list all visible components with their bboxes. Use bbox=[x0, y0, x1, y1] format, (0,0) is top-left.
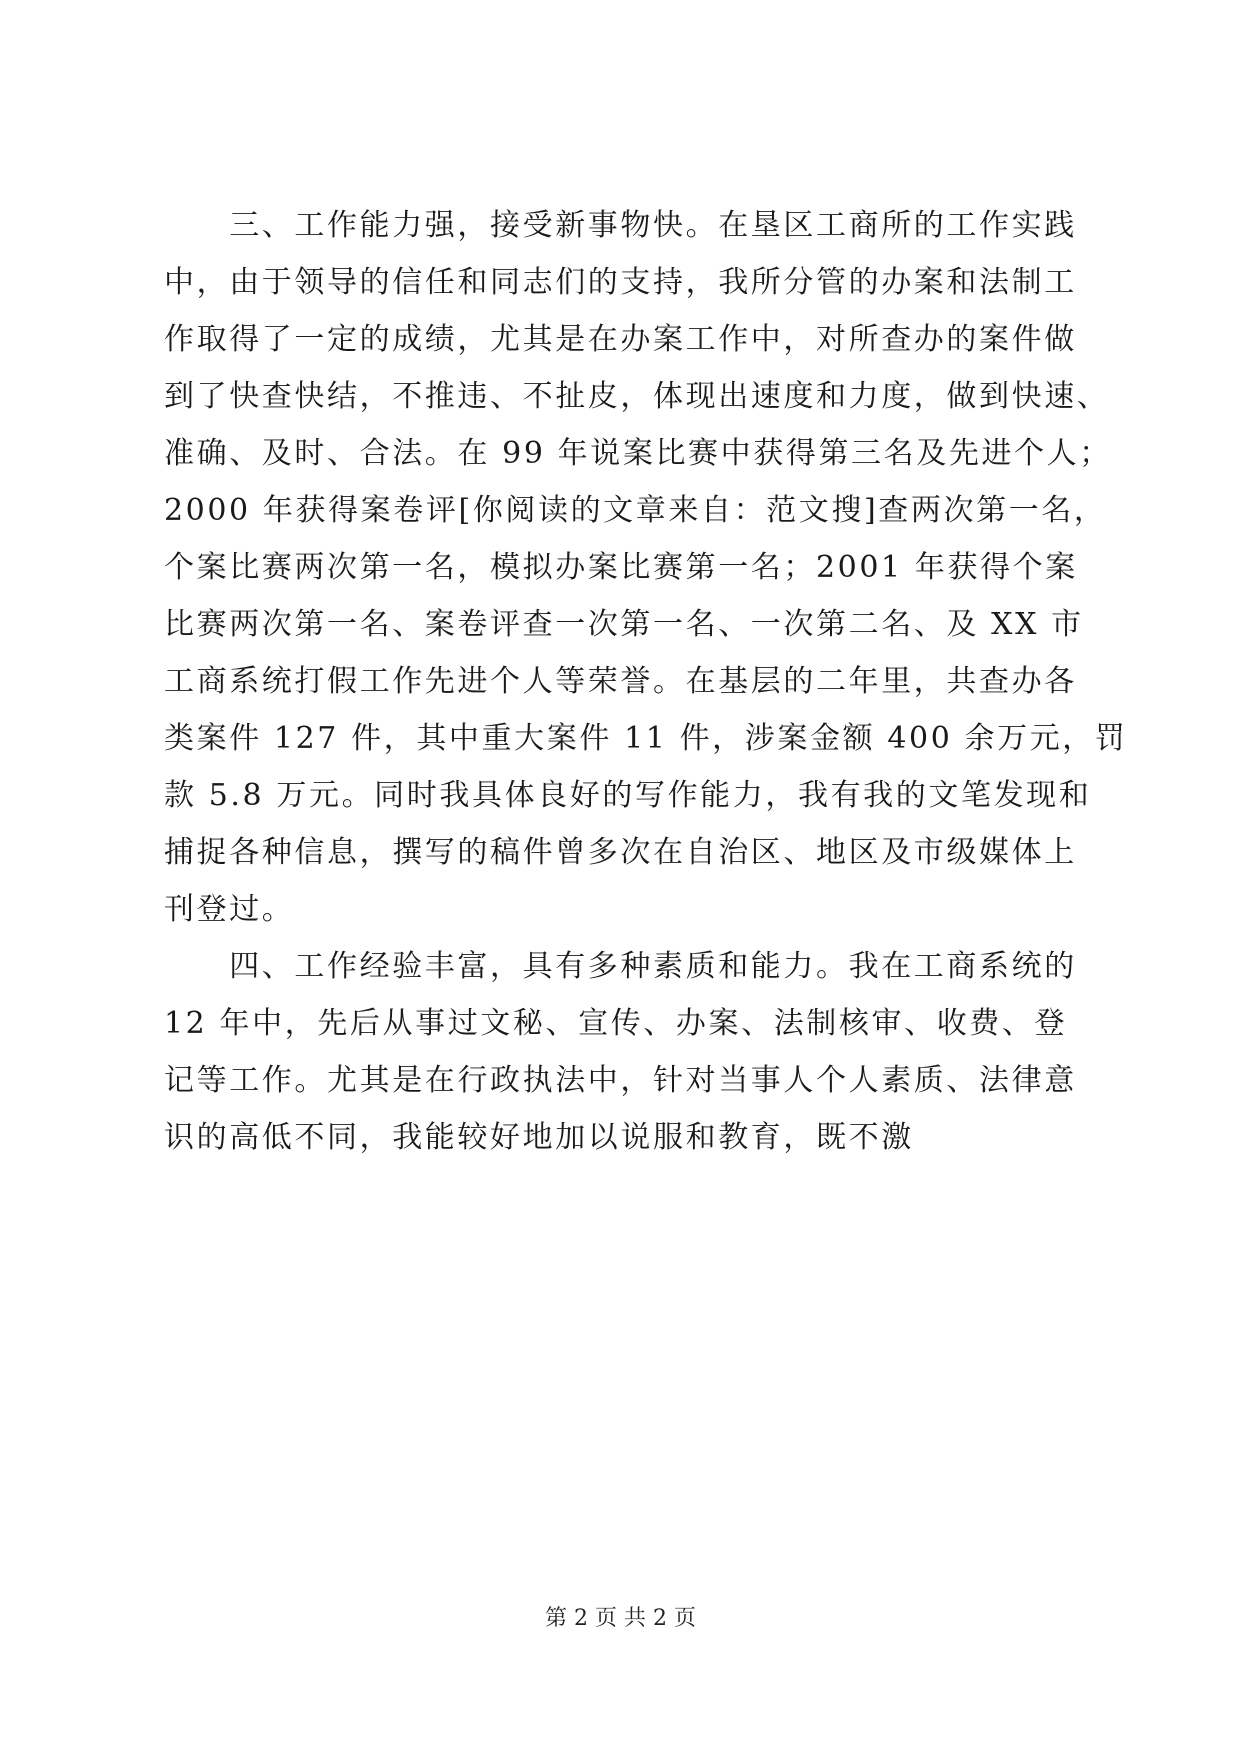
text-line: 作取得了一定的成绩，尤其是在办案工作中，对所查办的案件做 bbox=[164, 322, 1077, 357]
page-number-label: 第 2 页 共 2 页 bbox=[545, 1606, 696, 1631]
text-line: 捕捉各种信息，撰写的稿件曾多次在自治区、地区及市级媒体上 bbox=[164, 835, 1077, 870]
text-line: 四、工作经验丰富，具有多种素质和能力。我在工商系统的 bbox=[164, 949, 1077, 984]
text-line: 准确、及时、合法。在 99 年说案比赛中获得第三名及先进个人； bbox=[164, 436, 1112, 471]
page-footer bbox=[0, 1604, 1241, 1634]
text-line: 类案件 127 件，其中重大案件 11 件，涉案金额 400 余万元，罚 bbox=[164, 721, 1128, 756]
text-line: 个案比赛两次第一名，模拟办案比赛第一名；2001 年获得个案 bbox=[164, 550, 1078, 585]
text-line: 比赛两次第一名、案卷评查一次第一名、一次第二名、及 XX 市 bbox=[164, 607, 1084, 642]
text-line: 记等工作。尤其是在行政执法中，针对当事人个人素质、法律意 bbox=[164, 1063, 1077, 1098]
text-line: 12 年中，先后从事过文秘、宣传、办案、法制核审、收费、登 bbox=[164, 1006, 1068, 1041]
text-line: 到了快查快结，不推违、不扯皮，体现出速度和力度，做到快速、 bbox=[164, 379, 1110, 414]
text-line: 三、工作能力强，接受新事物快。在垦区工商所的工作实践 bbox=[164, 208, 1077, 243]
text-line: 款 5.8 万元。同时我具体良好的写作能力，我有我的文笔发现和 bbox=[164, 778, 1092, 813]
text-line: 识的高低不同，我能较好地加以说服和教育，既不激 bbox=[164, 1120, 914, 1155]
text-line: 工商系统打假工作先进个人等荣誉。在基层的二年里，共查办各 bbox=[164, 664, 1077, 699]
text-line: 2000 年获得案卷评[你阅读的文章来自：范文搜]查两次第一名， bbox=[164, 493, 1107, 528]
text-line: 刊登过。 bbox=[164, 892, 295, 927]
text-line: 中，由于领导的信任和同志们的支持，我所分管的办案和法制工 bbox=[164, 265, 1077, 300]
